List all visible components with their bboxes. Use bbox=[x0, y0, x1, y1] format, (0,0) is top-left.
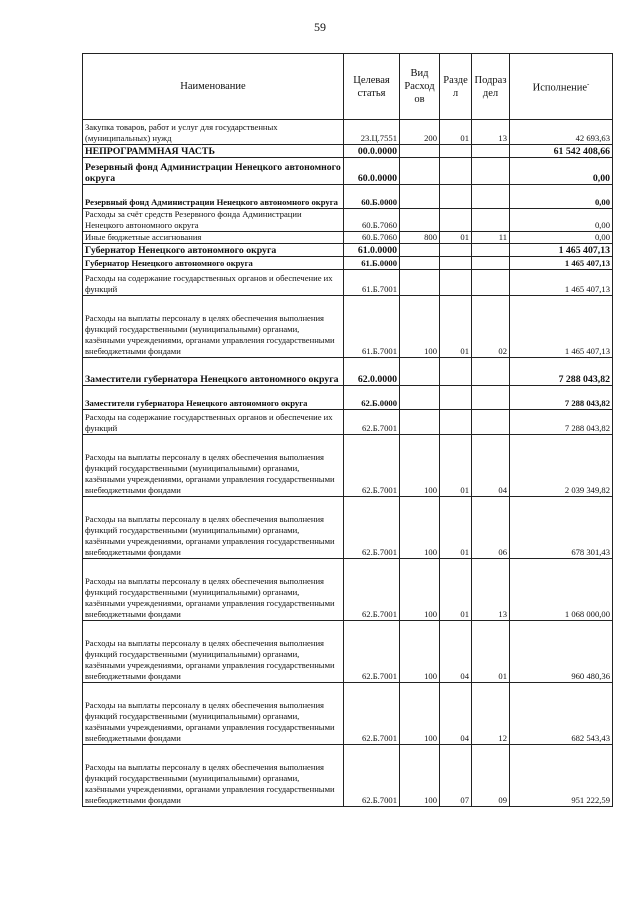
row-execution: 2 039 349,82 bbox=[510, 435, 613, 497]
table-row bbox=[83, 158, 613, 185]
row-execution: 0,00 bbox=[510, 185, 613, 209]
row-subsection bbox=[472, 257, 510, 270]
table-row bbox=[83, 270, 613, 296]
row-section bbox=[440, 145, 472, 158]
row-section bbox=[440, 209, 472, 232]
row-subsection bbox=[472, 145, 510, 158]
header-subsection: Подраз дел bbox=[472, 54, 510, 120]
row-target-article: 00.0.0000 bbox=[344, 145, 400, 158]
row-target-article: 62.Б.7001 bbox=[344, 559, 400, 621]
row-section: 01 bbox=[440, 232, 472, 244]
row-expense-type: 100 bbox=[400, 497, 440, 559]
row-section bbox=[440, 244, 472, 257]
row-name: Губернатор Ненецкого автономного округа bbox=[83, 257, 344, 270]
row-section: 04 bbox=[440, 683, 472, 745]
row-expense-type bbox=[400, 158, 440, 185]
table-row bbox=[83, 559, 613, 621]
row-subsection bbox=[472, 270, 510, 296]
table-row bbox=[83, 244, 613, 257]
row-execution: 1 465 407,13 bbox=[510, 244, 613, 257]
row-name: Расходы за счёт средств Резервного фонда Администрации Ненецкого автономного округа bbox=[83, 209, 344, 232]
row-subsection bbox=[472, 358, 510, 386]
row-subsection: 04 bbox=[472, 435, 510, 497]
row-target-article: 62.Б.7001 bbox=[344, 745, 400, 807]
table-row bbox=[83, 497, 613, 559]
row-expense-type: 100 bbox=[400, 621, 440, 683]
row-name: Расходы на выплаты персоналу в целях обеспечения выполнения функций государственными (муниципальными) органами, казёнными учреждениями, органами управления государственными внебюджетными фондами bbox=[83, 683, 344, 745]
header-execution-mark: - bbox=[587, 80, 590, 89]
row-section bbox=[440, 410, 472, 435]
row-execution: 1 465 407,13 bbox=[510, 296, 613, 358]
row-expense-type bbox=[400, 386, 440, 410]
row-name: Расходы на выплаты персоналу в целях обеспечения выполнения функций государственными (муниципальными) органами, казёнными учреждениями, органами управления государственными внебюджетными фондами bbox=[83, 435, 344, 497]
table-row bbox=[83, 145, 613, 158]
table-row bbox=[83, 257, 613, 270]
row-name: Закупка товаров, работ и услуг для государственных (муниципальных) нужд bbox=[83, 120, 344, 145]
row-expense-type: 200 bbox=[400, 120, 440, 145]
row-target-article: 62.Б.7001 bbox=[344, 435, 400, 497]
table-row bbox=[83, 621, 613, 683]
row-execution: 61 542 408,66 bbox=[510, 145, 613, 158]
row-execution: 7 288 043,82 bbox=[510, 386, 613, 410]
row-name: Расходы на выплаты персоналу в целях обеспечения выполнения функций государственными (муниципальными) органами, казёнными учреждениями, органами управления государственными внебюджетными фондами bbox=[83, 497, 344, 559]
row-target-article: 60.0.0000 bbox=[344, 158, 400, 185]
header-execution bbox=[510, 54, 613, 120]
row-name: Расходы на содержание государственных органов и обеспечение их функций bbox=[83, 270, 344, 296]
row-section bbox=[440, 386, 472, 410]
row-target-article: 62.Б.7001 bbox=[344, 497, 400, 559]
row-name: Расходы на выплаты персоналу в целях обеспечения выполнения функций государственными (муниципальными) органами, казёнными учреждениями, органами управления государственными внебюджетными фондами bbox=[83, 296, 344, 358]
row-name: Расходы на выплаты персоналу в целях обеспечения выполнения функций государственными (муниципальными) органами, казёнными учреждениями, органами управления государственными внебюджетными фондами bbox=[83, 559, 344, 621]
row-execution: 1 465 407,13 bbox=[510, 257, 613, 270]
row-subsection: 13 bbox=[472, 559, 510, 621]
header-execution-label: Исполнение bbox=[532, 82, 588, 94]
row-name: Иные бюджетные ассигнования bbox=[83, 232, 344, 244]
table-row bbox=[83, 386, 613, 410]
row-subsection bbox=[472, 244, 510, 257]
row-subsection: 11 bbox=[472, 232, 510, 244]
row-execution: 682 543,43 bbox=[510, 683, 613, 745]
row-section: 01 bbox=[440, 435, 472, 497]
table-row bbox=[83, 232, 613, 244]
row-expense-type bbox=[400, 257, 440, 270]
row-section: 01 bbox=[440, 559, 472, 621]
row-execution: 678 301,43 bbox=[510, 497, 613, 559]
row-execution: 0,00 bbox=[510, 209, 613, 232]
row-target-article: 23.Ц.7551 bbox=[344, 120, 400, 145]
row-subsection bbox=[472, 209, 510, 232]
table-row bbox=[83, 185, 613, 209]
row-expense-type: 100 bbox=[400, 683, 440, 745]
row-expense-type: 100 bbox=[400, 435, 440, 497]
row-section bbox=[440, 358, 472, 386]
row-section bbox=[440, 185, 472, 209]
row-target-article: 60.Б.0000 bbox=[344, 185, 400, 209]
row-subsection: 09 bbox=[472, 745, 510, 807]
table-body bbox=[83, 120, 613, 807]
row-target-article: 61.Б.7001 bbox=[344, 296, 400, 358]
row-execution: 7 288 043,82 bbox=[510, 410, 613, 435]
row-subsection: 13 bbox=[472, 120, 510, 145]
row-subsection: 06 bbox=[472, 497, 510, 559]
row-target-article: 61.Б.7001 bbox=[344, 270, 400, 296]
header-section: Разде л bbox=[440, 54, 472, 120]
table-header bbox=[83, 54, 613, 120]
row-section: 07 bbox=[440, 745, 472, 807]
page-number: 59 bbox=[314, 20, 326, 34]
header-expense-type: Вид Расход ов bbox=[400, 54, 440, 120]
row-subsection bbox=[472, 410, 510, 435]
row-subsection: 12 bbox=[472, 683, 510, 745]
row-expense-type bbox=[400, 209, 440, 232]
table-row bbox=[83, 435, 613, 497]
row-section bbox=[440, 158, 472, 185]
table-row bbox=[83, 209, 613, 232]
table-row bbox=[83, 745, 613, 807]
header-name: Наименование bbox=[83, 54, 344, 120]
row-target-article: 60.Б.7060 bbox=[344, 209, 400, 232]
row-expense-type: 800 bbox=[400, 232, 440, 244]
budget-table bbox=[82, 53, 613, 807]
row-name: Заместители губернатора Ненецкого автономного округа bbox=[83, 386, 344, 410]
row-execution: 1 465 407,13 bbox=[510, 270, 613, 296]
row-target-article: 62.Б.7001 bbox=[344, 621, 400, 683]
row-name: НЕПРОГРАММНАЯ ЧАСТЬ bbox=[83, 145, 344, 158]
row-execution: 1 068 000,00 bbox=[510, 559, 613, 621]
row-expense-type bbox=[400, 270, 440, 296]
row-execution: 951 222,59 bbox=[510, 745, 613, 807]
row-execution: 0,00 bbox=[510, 158, 613, 185]
row-subsection bbox=[472, 185, 510, 209]
row-target-article: 60.Б.7060 bbox=[344, 232, 400, 244]
row-name: Заместители губернатора Ненецкого автономного округа bbox=[83, 358, 344, 386]
row-target-article: 61.0.0000 bbox=[344, 244, 400, 257]
row-target-article: 62.Б.7001 bbox=[344, 683, 400, 745]
row-name: Резервный фонд Администрации Ненецкого автономного округа bbox=[83, 185, 344, 209]
table-row bbox=[83, 120, 613, 145]
row-execution: 42 693,63 bbox=[510, 120, 613, 145]
row-execution: 960 480,36 bbox=[510, 621, 613, 683]
row-section: 01 bbox=[440, 120, 472, 145]
row-section: 01 bbox=[440, 497, 472, 559]
table-row bbox=[83, 683, 613, 745]
row-name: Расходы на выплаты персоналу в целях обеспечения выполнения функций государственными (муниципальными) органами, казёнными учреждениями, органами управления государственными внебюджетными фондами bbox=[83, 621, 344, 683]
row-name: Расходы на содержание государственных органов и обеспечение их функций bbox=[83, 410, 344, 435]
row-expense-type: 100 bbox=[400, 559, 440, 621]
row-target-article: 62.0.0000 bbox=[344, 358, 400, 386]
row-section: 01 bbox=[440, 296, 472, 358]
row-subsection bbox=[472, 158, 510, 185]
row-execution: 0,00 bbox=[510, 232, 613, 244]
row-section bbox=[440, 270, 472, 296]
table-row bbox=[83, 358, 613, 386]
row-section bbox=[440, 257, 472, 270]
row-name: Расходы на выплаты персоналу в целях обеспечения выполнения функций государственными (муниципальными) органами, казёнными учреждениями, органами управления государственными внебюджетными фондами bbox=[83, 745, 344, 807]
row-subsection: 01 bbox=[472, 621, 510, 683]
row-subsection bbox=[472, 386, 510, 410]
row-expense-type: 100 bbox=[400, 296, 440, 358]
row-target-article: 62.Б.0000 bbox=[344, 386, 400, 410]
row-expense-type: 100 bbox=[400, 745, 440, 807]
header-target-article: Целевая статья bbox=[344, 54, 400, 120]
table-row bbox=[83, 296, 613, 358]
row-target-article: 62.Б.7001 bbox=[344, 410, 400, 435]
row-expense-type bbox=[400, 244, 440, 257]
table-row bbox=[83, 410, 613, 435]
row-subsection: 02 bbox=[472, 296, 510, 358]
row-name: Резервный фонд Администрации Ненецкого автономного округа bbox=[83, 158, 344, 185]
row-expense-type bbox=[400, 410, 440, 435]
row-expense-type bbox=[400, 185, 440, 209]
row-name: Губернатор Ненецкого автономного округа bbox=[83, 244, 344, 257]
row-execution: 7 288 043,82 bbox=[510, 358, 613, 386]
row-expense-type bbox=[400, 358, 440, 386]
row-section: 04 bbox=[440, 621, 472, 683]
row-expense-type bbox=[400, 145, 440, 158]
row-target-article: 61.Б.0000 bbox=[344, 257, 400, 270]
